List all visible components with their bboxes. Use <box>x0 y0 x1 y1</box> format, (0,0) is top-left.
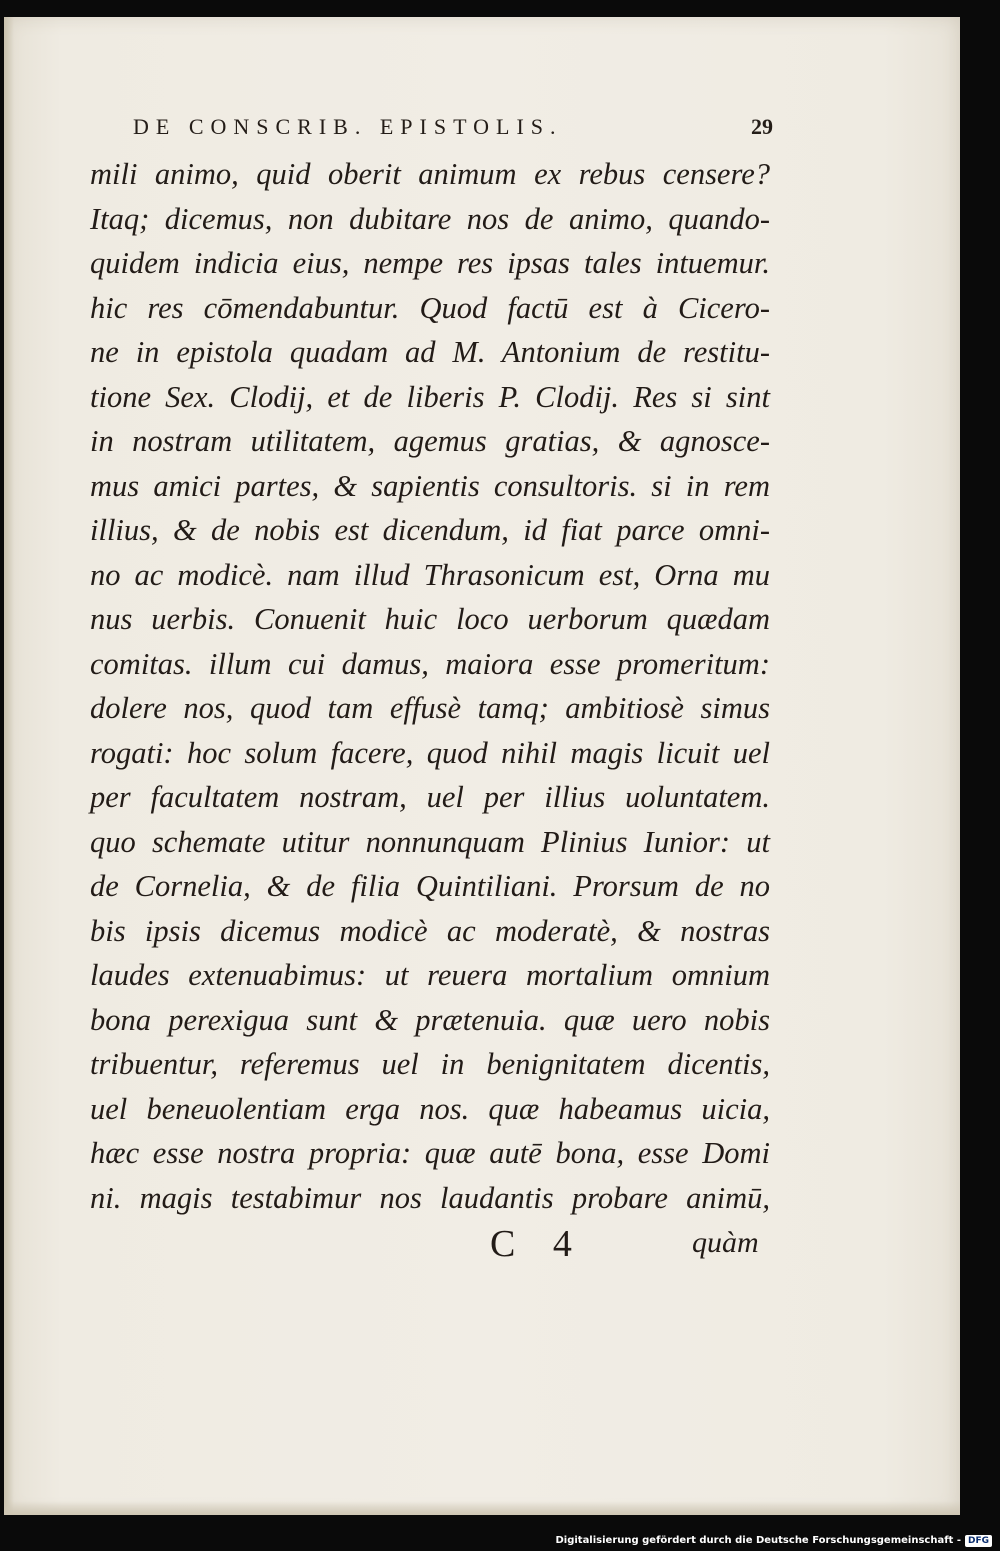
folio-number: 29 <box>751 114 773 139</box>
main-text-block <box>90 152 770 1220</box>
text-line: nus uerbis. Conuenit huic loco uerborum quædam <box>90 602 770 636</box>
dfg-logo: DFG <box>965 1535 992 1547</box>
text-line: illius, & de nobis est dicendum, id fiat parce omni- <box>90 513 770 547</box>
funding-credit: Digitalisierung gefördert durch die Deutsche Forschungsgemeinschaft - <box>555 1535 961 1546</box>
text-line: comitas. illum cui damus, maiora esse promeritum: <box>90 646 770 681</box>
running-header <box>133 112 773 142</box>
text-line: ni. magis testabimur nos laudantis probare animū, <box>90 1180 770 1215</box>
text-line: hic res cōmendabuntur. Quod factū est à Cicero- <box>90 290 770 325</box>
text-line: de Cornelia, & de filia Quintiliani. Prorsum de no <box>90 869 770 903</box>
text-line: hæc esse nostra propria: quæ autē bona, esse Domi <box>90 1136 770 1170</box>
running-title: DE CONSCRIB. EPISTOLIS. <box>133 114 563 139</box>
text-line: uel beneuolentiam erga nos. quæ habeamus uicia, <box>90 1091 770 1126</box>
text-line: tione Sex. Clodij, et de liberis P. Clodij. Res si sint <box>90 379 770 414</box>
text-line: rogati: hoc solum facere, quod nihil magis licuit uel <box>90 735 770 770</box>
text-line: in nostram utilitatem, agemus gratias, & agnosce- <box>90 424 770 458</box>
text-line: tribuentur, referemus uel in benignitatem dicentis, <box>90 1047 770 1081</box>
catchword: quàm <box>692 1226 759 1259</box>
text-line: ne in epistola quadam ad M. Antonium de restitu- <box>90 335 770 369</box>
digitization-footer <box>0 1530 1000 1551</box>
text-line: no ac modicè. nam illud Thrasonicum est, Orna mu <box>90 557 770 592</box>
text-line: mili animo, quid oberit animum ex rebus censere? <box>90 157 770 191</box>
text-line: per facultatem nostram, uel per illius uoluntatem. <box>90 780 770 814</box>
signature-mark: C 4 <box>490 1223 586 1265</box>
text-line: bis ipsis dicemus modicè ac moderatè, & nostras <box>90 913 770 948</box>
page-gutter-shadow <box>4 17 14 1515</box>
text-line: bona perexigua sunt & prætenuia. quæ uero nobis <box>90 1002 770 1037</box>
text-line: dolere nos, quod tam effusè tamq; ambitiosè simus <box>90 691 770 725</box>
text-line: quidem indicia eius, nempe res ipsas tales intuemur. <box>90 246 770 280</box>
text-line: mus amici partes, & sapientis consultoris. si in rem <box>90 468 770 503</box>
page-bottom-edge <box>4 1501 960 1515</box>
text-line: quo schemate utitur nonnunquam Plinius Iunior: ut <box>90 824 770 859</box>
text-line: laudes extenuabimus: ut reuera mortalium omnium <box>90 958 770 992</box>
text-line: Itaq; dicemus, non dubitare nos de animo, quando- <box>90 201 770 236</box>
